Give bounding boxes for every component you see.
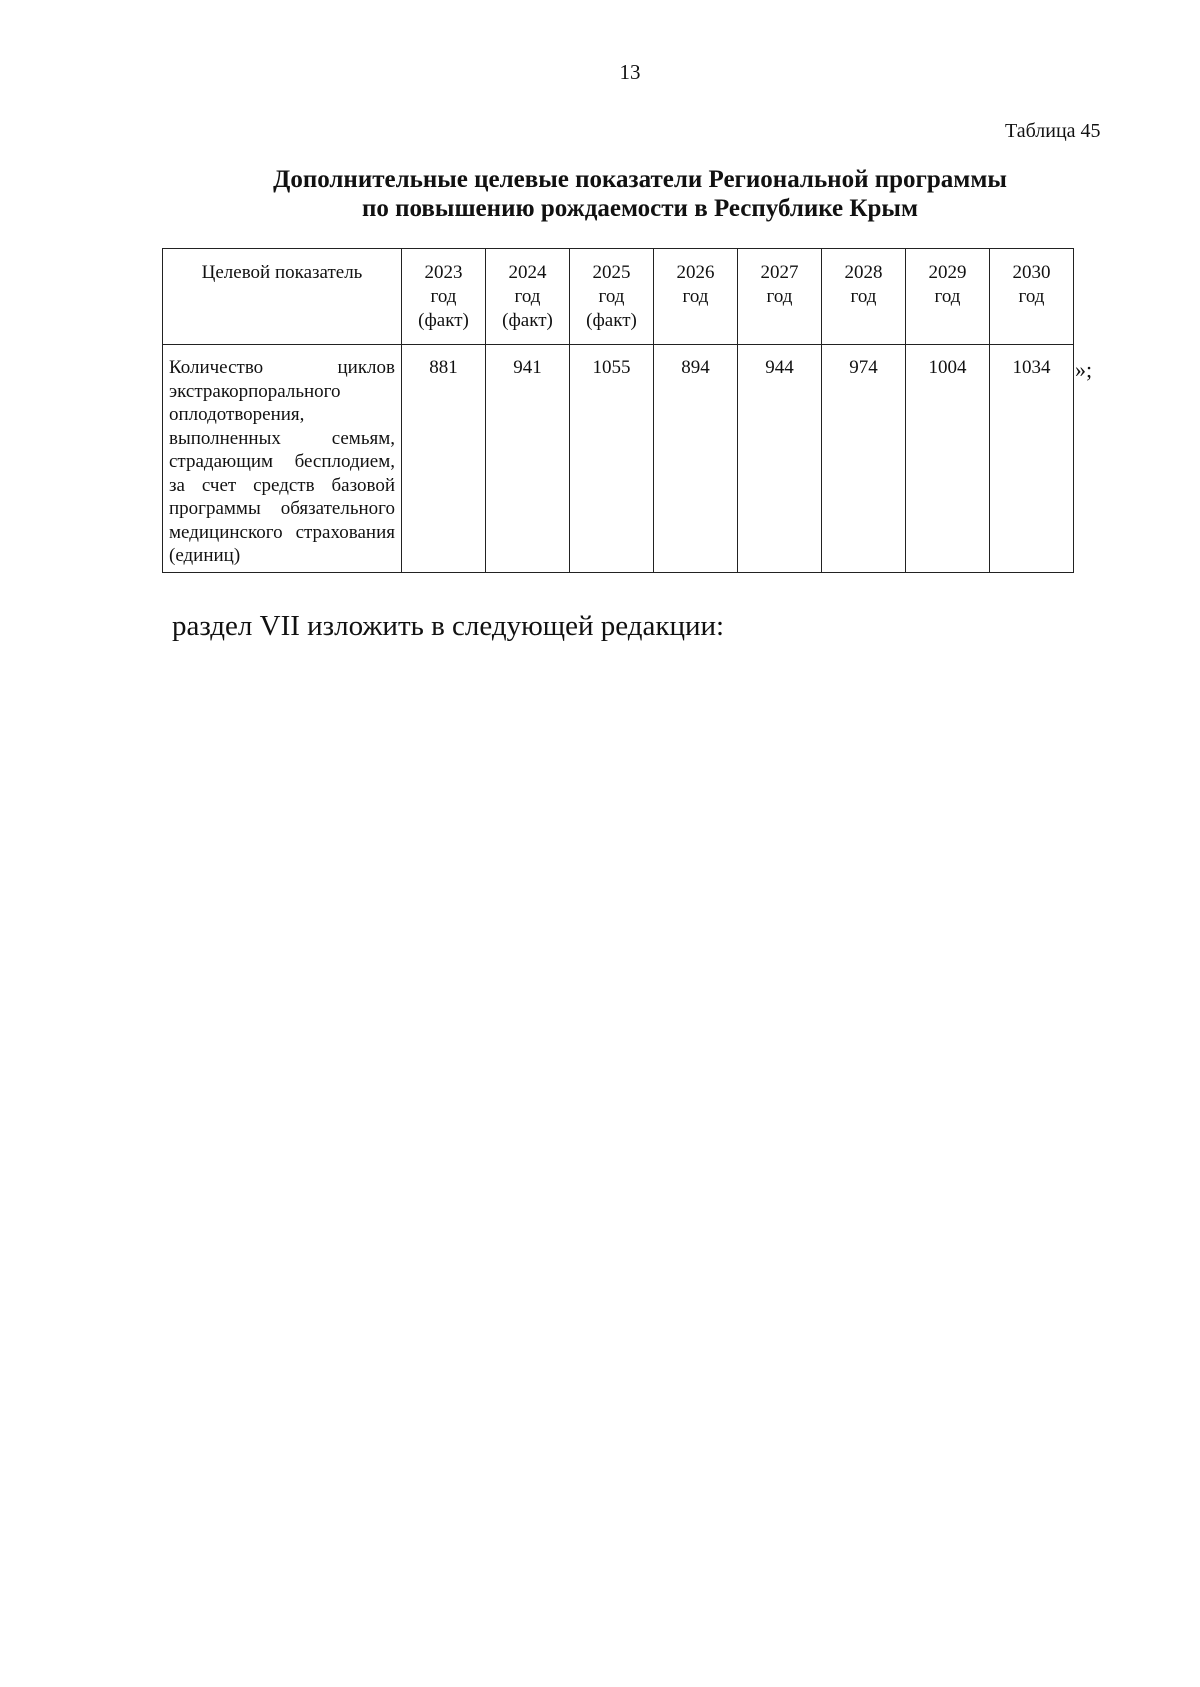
value-cell-2028: 974 [822, 345, 906, 573]
header-year: 2026 [676, 262, 715, 283]
table-title-line-1: Дополнительные целевые показатели Региональной программы [273, 166, 1007, 193]
value-cell-2030: 1034 [990, 345, 1074, 573]
section-instruction-text: раздел VII изложить в следующей редакции: [172, 610, 725, 642]
header-note: (факт) [586, 310, 637, 331]
header-year: 2024 [508, 262, 547, 283]
value-cell-2029: 1004 [906, 345, 990, 573]
header-indicator: Целевой показатель [163, 249, 402, 345]
header-unit: год [934, 286, 961, 307]
header-year: 2025 [592, 262, 631, 283]
value-cell-2023: 881 [402, 345, 486, 573]
value-cell-2024: 941 [486, 345, 570, 573]
value-cell-2026: 894 [654, 345, 738, 573]
header-year-2027 [738, 249, 822, 345]
header-year: 2030 [1012, 262, 1051, 283]
table-title-line-2: по повышению рождаемости в Республике Крым [362, 195, 918, 222]
header-year-2029 [906, 249, 990, 345]
value-cell-2025: 1055 [570, 345, 654, 573]
indicator-name-cell: Количество циклов экстракорпорального оплодотворения, выполненных семьям, страдающим бесплодием, за счет средств базовой программы обязательного медицинского страхования (единиц) [163, 345, 402, 573]
value-cell-2027: 944 [738, 345, 822, 573]
header-year-2030 [990, 249, 1074, 345]
header-year-2026 [654, 249, 738, 345]
header-unit: год [514, 286, 541, 307]
header-year-2025 [570, 249, 654, 345]
header-note: (факт) [502, 310, 553, 331]
header-year: 2027 [760, 262, 799, 283]
header-note: (факт) [418, 310, 469, 331]
header-unit: год [682, 286, 709, 307]
header-unit: год [1018, 286, 1045, 307]
table-header-row [163, 249, 1074, 345]
header-year-2023 [402, 249, 486, 345]
header-year: 2023 [424, 262, 463, 283]
header-year-2024 [486, 249, 570, 345]
table-title [140, 165, 1140, 223]
target-indicators-table [162, 248, 1074, 573]
closing-quote-mark: »; [1075, 357, 1093, 382]
header-year: 2029 [928, 262, 967, 283]
header-unit: год [850, 286, 877, 307]
header-year-2028 [822, 249, 906, 345]
header-unit: год [766, 286, 793, 307]
page-number: 13 [619, 60, 641, 84]
table-label: Таблица 45 [1005, 120, 1101, 142]
header-unit: год [430, 286, 457, 307]
header-year: 2028 [844, 262, 883, 283]
header-unit: год [598, 286, 625, 307]
table-row [163, 345, 1074, 573]
